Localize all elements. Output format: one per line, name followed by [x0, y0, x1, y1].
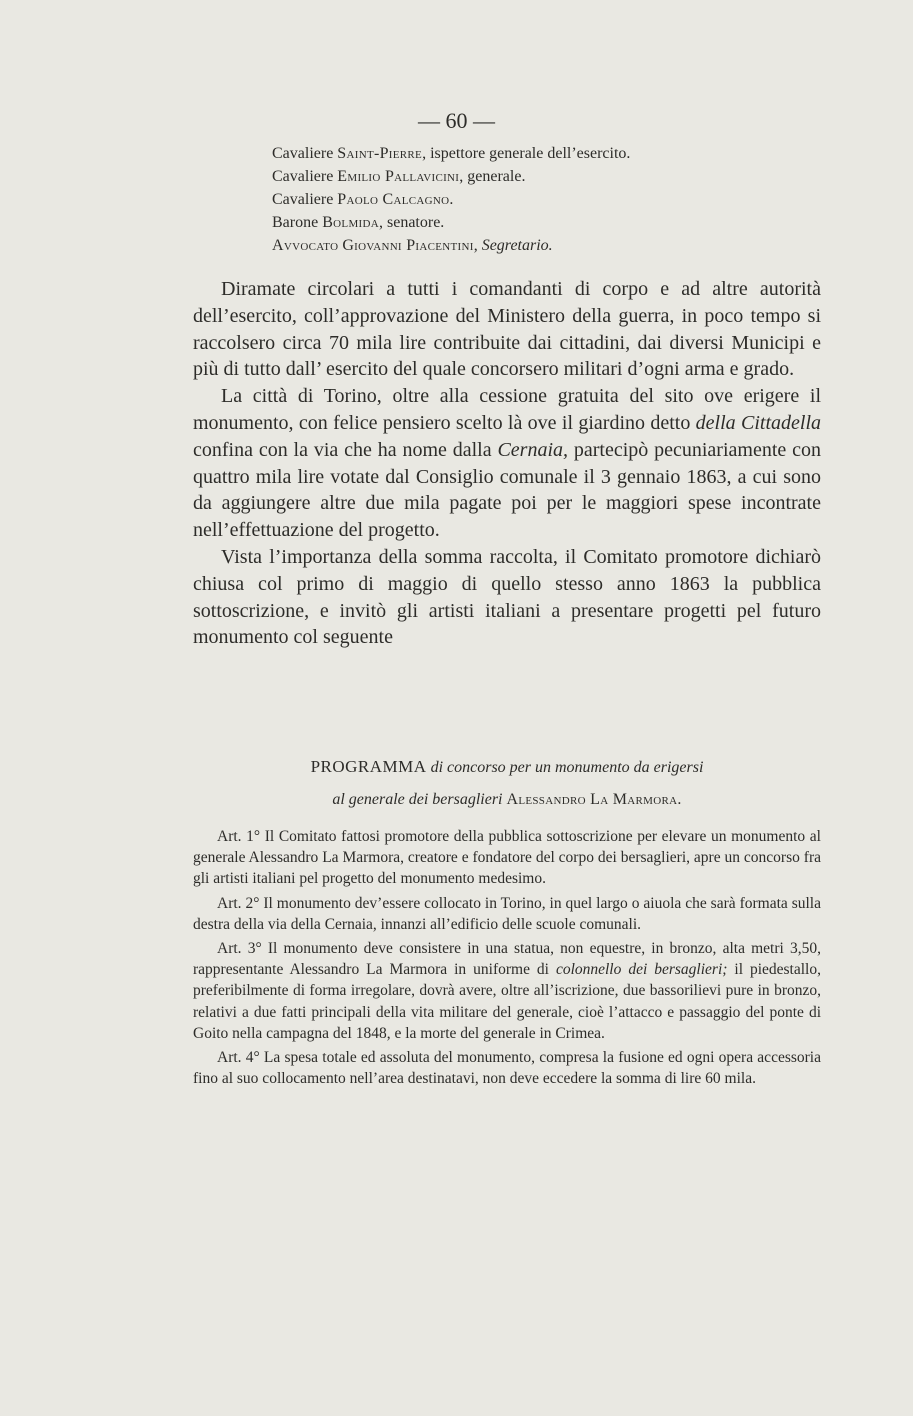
committee-member: Cavaliere Saint-Pierre, ispettore generale dell’esercito. [272, 145, 631, 162]
page-number: — 60 — [418, 108, 495, 133]
committee-list [272, 142, 792, 257]
paragraph: Diramate circolari a tutti i comandanti di corpo e ad altre autorità dell’esercito, coll’approvazione del Ministero della guerra, in poco tempo si raccolsero circa 70 mila lire contribuite dai cittadini, dai diversi Municipi e più di tutto dall’ esercito del quale concorsero militari d’ogni arma e grado. [193, 278, 821, 381]
member-name: Saint-Pierre [337, 145, 423, 162]
article: Art. 3° Il monumento deve consistere in una statua, non equestre, in bronzo, alta metri 3,50, rappresentante Alessandro La Marmora in uniforme di colonnello dei bersaglieri; il piedestallo, preferibilmente di forma irregolare, dovrà avere, oltre all’iscrizione, due bassorilievi pure in bronzo, relativi a due fatti principali della vita militare del generale, cioè l’attacco e passaggio del ponte di Goito nella campagna del 1848, e la morte del generale in Crimea. [193, 940, 821, 1042]
member-name: Giovanni Piacentini [342, 237, 474, 254]
paragraph: La città di Torino, oltre alla cessione gratuita del sito ove erigere il monumento, con felice pensiero scelto là ove il giardino detto della Cittadella confina con la via che ha nome dalla Cernaia, partecipò pecuniariamente con quattro mila lire votate dal Consiglio comunale il 3 gennaio 1863, a cui sono da aggiungere altre due mila pagate poi per le maggiori spese incontrate nell’effettuazione del progetto. [193, 385, 821, 542]
member-name: Bolmida [322, 214, 379, 231]
body-text [193, 276, 821, 651]
member-name: Emilio Pallavicini [337, 168, 460, 185]
programma-label: PROGRAMMA [310, 757, 427, 776]
committee-member: Cavaliere Emilio Pallavicini, generale. [272, 168, 526, 185]
committee-member: Cavaliere Paolo Calcagno. [272, 191, 454, 208]
articles [193, 826, 821, 1092]
member-name: Paolo Calcagno [337, 191, 450, 208]
committee-member: Barone Bolmida, senatore. [272, 214, 445, 231]
article: Art. 4° La spesa totale ed assoluta del monumento, compresa la fusione ed ogni opera accessoria fino al suo collocamento nell’area destinatavi, non deve eccedere la somma di lire 60 mila. [193, 1049, 821, 1088]
article: Art. 1° Il Comitato fattosi promotore della pubblica sottoscrizione per elevare un monumento al generale Alessandro La Marmora, creatore e fondatore del corpo dei bersaglieri, apre un concorso fra gli artisti italiani pel progetto del monumento medesimo. [193, 828, 821, 888]
article: Art. 2° Il monumento dev’essere collocato in Torino, in quel largo o aiuola che sarà formata sulla destra della via della Cernaia, innanzi all’edificio delle scuole comunali. [193, 894, 821, 933]
committee-member: Avvocato Giovanni Piacentini, Segretario. [272, 237, 553, 254]
programma-heading: PROGRAMMA di concorso per un monumento da erigersi al generale dei bersaglieri Alessandro La Marmora. [310, 757, 704, 808]
paragraph: Vista l’importanza della somma raccolta, il Comitato promotore dichiarò chiusa col primo di maggio di quello stesso anno 1863 la pubblica sottoscrizione, e invitò gli artisti italiani a presentare progetti pel futuro monumento col seguente [193, 545, 821, 649]
